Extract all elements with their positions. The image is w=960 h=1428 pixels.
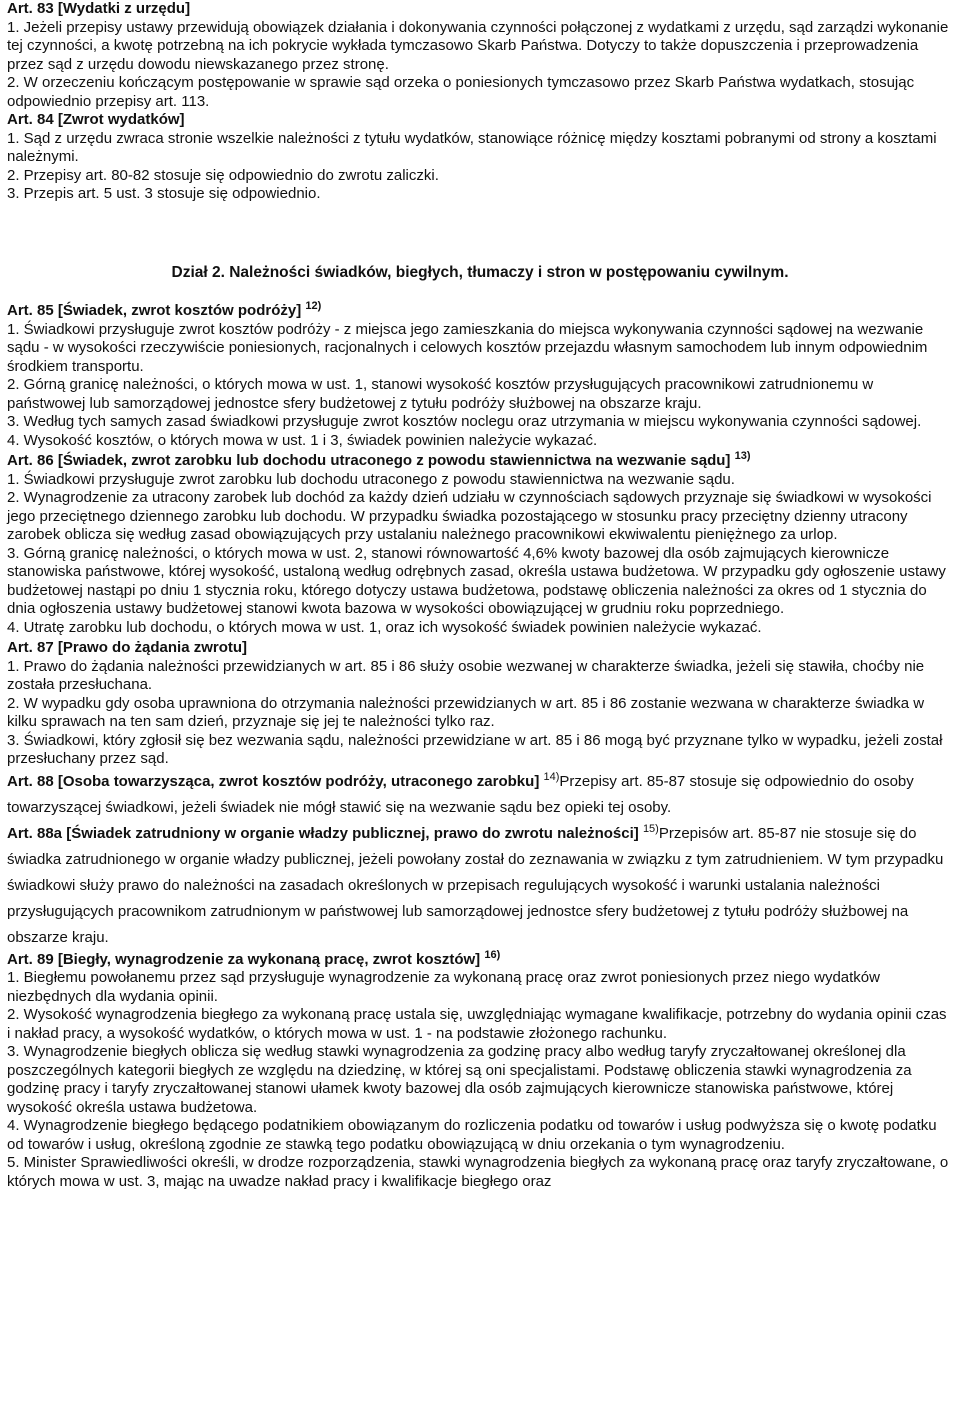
- art89-paragraph-2: 2. Wysokość wynagrodzenia biegłego za wykonaną pracę ustala się, uwzględniając wymagane kwalifikacje, potrzebny do wydania opinii czas i nakład pracy, a wysokość wydatków, o których mowa w ust. 1 - na podstawie złożonego rachunku.: [7, 1006, 947, 1042]
- art88-heading: Art. 88 [Osoba towarzysząca, zwrot kosztów podróży, utraconego zarobku]: [7, 772, 540, 790]
- art88-text: Przepisy art. 85-87 stosuje się odpowiednio do osoby towarzyszącej świadkowi, jeżeli świadek nie mógł stawić się na wezwanie sądu bez opieki tej osoby.: [7, 772, 914, 816]
- art86-paragraph-3: 3. Górną granicę należności, o których mowa w ust. 2, stanowi równowartość 4,6% kwoty bazowej dla osób zajmujących kierownicze stanowiska państwowe, której wysokość, ustaloną według odrębnych zasad, określa ustawa budżetowa. W przypadku gdy ogłoszenie ustawy budżetowej nastąpi po dniu 1 stycznia roku, którego dotyczy ustawa budżetowa, podstawę obliczenia należności za okres od 1 stycznia do dnia ogłoszenia ustawy budżetowej stanowi kwota bazowa w wysokości obowiązującej w grudniu roku poprzedniego.: [7, 544, 946, 617]
- art89-paragraph-5: 5. Minister Sprawiedliwości określi, w drodze rozporządzenia, stawki wynagrodzenia biegłych za wykonaną pracę oraz taryfy zryczałtowane, o których mowa w ust. 3, mając na uwadze nakład pracy i kwalifikacje biegłego oraz: [7, 1154, 949, 1190]
- art85-heading-line: [7, 302, 953, 321]
- section-title: Dział 2. Należności świadków, biegłych, tłumaczy i stron w postępowaniu cywilnym.: [171, 263, 789, 281]
- art86-paragraph-2: 2. Wynagrodzenie za utracony zarobek lub dochód za każdy dzień udziału w czynnościach sądowych przyznaje się świadkowi w wysokości jego przeciętnego dziennego zarobku lub dochodu. W przypadku świadka pozostającego w stosunku pracy przeciętny dzienny utracony zarobek oblicza się według zasad obowiązujących przy ustalaniu należnego pracownikowi ekwiwalentu pieniężnego za urlop.: [7, 489, 932, 543]
- art83-paragraph-2: 2. W orzeczeniu kończącym postępowanie w sprawie sąd orzeka o poniesionych tymczasowo przez Skarb Państwa wydatkach, stosując odpowiednio przepisy art. 113.: [7, 74, 915, 110]
- art89-heading: Art. 89 [Biegły, wynagrodzenie za wykonaną pracę, zwrot kosztów]: [7, 950, 481, 968]
- art86-heading: Art. 86 [Świadek, zwrot zarobku lub dochodu utraconego z powodu stawiennictwa na wezwanie sądu]: [7, 452, 731, 469]
- art87-paragraph-1: 1. Prawo do żądania należności przewidzianych w art. 85 i 86 służy osobie wezwanej w charakterze świadka, jeżeli się stawiła, choćby nie została przesłuchana.: [7, 657, 925, 693]
- footnote-ref-16[interactable]: 16): [484, 948, 501, 961]
- art86-heading-line: [7, 452, 953, 471]
- art84-paragraph-2: 2. Przepisy art. 80-82 stosuje się odpowiednio do zwrotu zaliczki.: [7, 166, 439, 184]
- art85-paragraph-4: 4. Wysokość kosztów, o których mowa w ust. 1 i 3, świadek powinien należycie wykazać.: [7, 431, 598, 449]
- art83-heading: Art. 83 [Wydatki z urzędu]: [7, 0, 191, 17]
- art89-heading-line: [7, 948, 953, 970]
- art85-paragraph-3: 3. Według tych samych zasad świadkowi przysługuje zwrot kosztów noclegu oraz utrzymania w miejscu wykonywania czynności sądowej.: [7, 413, 922, 430]
- art85-paragraph-2: 2. Górną granicę należności, o których mowa w ust. 1, stanowi wysokość kosztów przysługujących pracownikowi zatrudnionemu w państwowej lub samorządowej jednostce sfery budżetowej z tytułu podróży służbowej na obszarze kraju.: [7, 376, 874, 412]
- art87-heading: Art. 87 [Prawo do żądania zwrotu]: [7, 639, 248, 656]
- footnote-ref-12[interactable]: 12): [305, 300, 322, 312]
- footnote-ref-14[interactable]: 14): [543, 770, 560, 783]
- art88a-text: Przepisów art. 85-87 nie stosuje się do świadka zatrudnionego w organie władzy publicznej, jeżeli powołany został do zeznawania w związku z tym zatrudnieniem. W tym przypadku świadkowi służy prawo do należności na zasadach określonych w przepisach regulujących wysokość i warunki ustalania należności przysługujących pracownikom zatrudnionym w państwowej lub samorządowej jednostce sfery budżetowej z tytułu podróży służbowej na obszarze kraju.: [7, 824, 944, 946]
- footnote-ref-13[interactable]: 13): [734, 450, 751, 462]
- art88a-block: [7, 821, 953, 951]
- art88-block: [7, 769, 953, 821]
- art84-paragraph-1: 1. Sąd z urzędu zwraca stronie wszelkie należności z tytułu wydatków, stanowiące różnicę między kosztami pobranymi od strony a kosztami należnymi.: [7, 129, 937, 165]
- art84-heading: Art. 84 [Zwrot wydatków]: [7, 111, 185, 128]
- art88a-heading: Art. 88a [Świadek zatrudniony w organie władzy publicznej, prawo do zwrotu należności]: [7, 824, 639, 842]
- art86-paragraph-1: 1. Świadkowi przysługuje zwrot zarobku lub dochodu utraconego z powodu stawiennictwa na wezwanie sądu.: [7, 470, 735, 488]
- art83-paragraph-1: 1. Jeżeli przepisy ustawy przewidują obowiązek działania i dokonywania czynności połączonej z wydatkami z urzędu, sąd zarządzi wykonanie tej czynności, a kwotę potrzebną na ich pokrycie wykłada tymczasowo Skarb Państwa. Dotyczy to także dopuszczenia i przeprowadzenia przez sąd z urzędu dowodu niewskazanego przez stronę.: [7, 18, 949, 73]
- art89-paragraph-1: 1. Biegłemu powołanemu przez sąd przysługuje wynagrodzenie za wykonaną pracę oraz zwrot poniesionych przez niego wydatków niezbędnych dla wydania opinii.: [7, 969, 880, 1005]
- art86-paragraph-4: 4. Utratę zarobku lub dochodu, o których mowa w ust. 1, oraz ich wysokość świadek powinien należycie wykazać.: [7, 618, 762, 636]
- art85-heading: Art. 85 [Świadek, zwrot kosztów podróży]: [7, 302, 302, 319]
- art87-paragraph-3: 3. Świadkowi, który zgłosił się bez wezwania sądu, należności przewidziane w art. 85 i 86 mogą być przyznane tylko w wypadku, jeżeli został przesłuchany przez sąd.: [7, 731, 943, 767]
- art89-paragraph-4: 4. Wynagrodzenie biegłego będącego podatnikiem obowiązanym do rozliczenia podatku od towarów i usług podwyższa się o kwotę podatku od towarów i usług, określoną zgodnie ze stawką tego podatku obowiązującą w dniu orzekania o tym wynagrodzeniu.: [7, 1117, 937, 1153]
- art87-paragraph-2: 2. W wypadku gdy osoba uprawniona do otrzymania należności przewidzianych w art. 85 i 86 zostanie wezwana w charakterze świadka w kilku sprawach na ten sam dzień, przyznaje się jej te należności tylko raz.: [7, 694, 925, 730]
- art85-paragraph-1: 1. Świadkowi przysługuje zwrot kosztów podróży - z miejsca jego zamieszkania do miejsca wykonywania czynności sądowej na wezwanie sądu - w wysokości rzeczywiście poniesionych, racjonalnych i celowych kosztów przejazdu własnym samochodem lub innym odpowiednim środkiem transportu.: [7, 320, 928, 375]
- art84-paragraph-3: 3. Przepis art. 5 ust. 3 stosuje się odpowiednio.: [7, 185, 321, 202]
- document-page: [7, 0, 953, 1191]
- footnote-ref-15[interactable]: 15): [642, 822, 659, 835]
- art89-paragraph-3: 3. Wynagrodzenie biegłych oblicza się według stawki wynagrodzenia za godzinę pracy albo według taryfy zryczałtowanej określonej dla poszczególnych kategorii biegłych ze względu na dziedzinę, w której są oni specjalistami. Podstawę obliczenia stawki wynagrodzenia za godzinę pracy i taryfy zryczałtowanej stanowi ułamek kwoty bazowej dla osób zajmujących kierownicze stanowiska państwowe, której wysokość określa ustawa budżetowa.: [7, 1043, 912, 1116]
